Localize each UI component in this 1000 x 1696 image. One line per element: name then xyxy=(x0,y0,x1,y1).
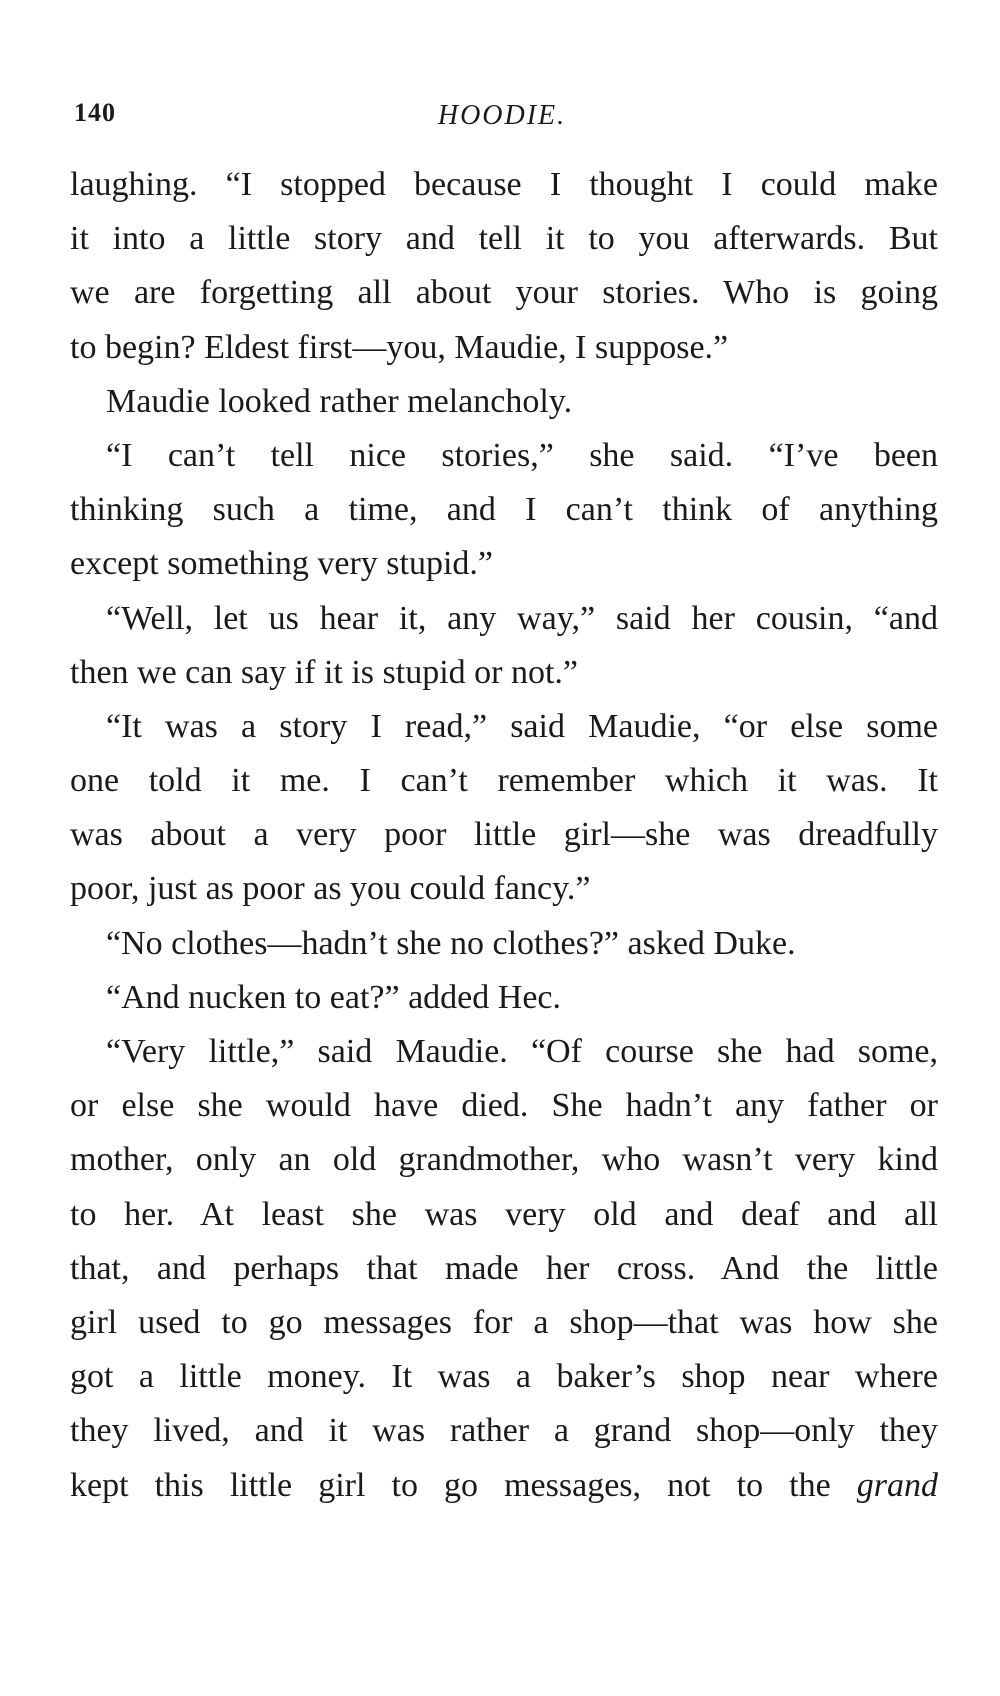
text-line xyxy=(70,700,938,754)
text-line-content: to her. At least she was very old and deaf and all xyxy=(70,1195,938,1233)
page-number: 140 xyxy=(74,98,116,127)
text-line-content: kept this little girl to go messages, not to the xyxy=(70,1466,831,1504)
text-line xyxy=(70,1350,938,1404)
text-line xyxy=(70,646,938,700)
text-line xyxy=(70,158,938,212)
text-line-content: then we can say if it is stupid or not.” xyxy=(70,653,579,691)
text-line xyxy=(70,537,938,591)
text-line-content: poor, just as poor as you could fancy.” xyxy=(70,870,591,908)
text-line-content: to begin? Eldest first—you, Maudie, I suppose.” xyxy=(70,328,729,366)
text-line xyxy=(70,429,938,483)
text-line xyxy=(70,1296,938,1350)
text-line-content: “Well, let us hear it, any way,” said her cousin, “and xyxy=(106,599,938,637)
text-line-content: “And nucken to eat?” added Hec. xyxy=(106,978,561,1016)
italic-word: grand xyxy=(856,1466,938,1504)
text-line xyxy=(70,754,938,808)
text-line-content: laughing. “I stopped because I thought I could make xyxy=(70,166,938,203)
text-line xyxy=(70,212,938,266)
text-line-content: girl used to go messages for a shop—that was how she xyxy=(70,1303,938,1341)
text-line xyxy=(70,1188,938,1242)
text-line-content: it into a little story and tell it to you afterwards. But xyxy=(70,220,938,258)
text-line xyxy=(70,917,938,971)
text-line xyxy=(70,862,938,916)
text-line xyxy=(70,321,938,375)
text-line-content: or else she would have died. She hadn’t any father or xyxy=(70,1087,938,1125)
text-line-content: Maudie looked rather melancholy. xyxy=(106,382,573,420)
page-body-text xyxy=(70,158,938,1513)
text-line xyxy=(70,971,938,1025)
text-line-content: thinking such a time, and I can’t think of anything xyxy=(70,491,938,529)
text-line-content: except something very stupid.” xyxy=(70,545,494,583)
text-line xyxy=(70,266,938,320)
text-line-content: “I can’t tell nice stories,” she said. “I’ve been xyxy=(106,436,938,474)
text-line-content: they lived, and it was rather a grand shop—only they xyxy=(70,1412,938,1450)
text-line xyxy=(70,483,938,537)
text-line-content: “Very little,” said Maudie. “Of course she had some, xyxy=(106,1033,938,1070)
text-line-content: mother, only an old grandmother, who wasn’t very kind xyxy=(70,1141,938,1179)
text-line-content: one told it me. I can’t remember which it was. It xyxy=(70,762,938,800)
text-line xyxy=(70,592,938,646)
text-line-content: “It was a story I read,” said Maudie, “or else some xyxy=(106,707,938,745)
text-line xyxy=(70,1133,938,1187)
text-line xyxy=(70,1025,938,1079)
text-line-content: we are forgetting all about your stories. Who is going xyxy=(70,274,938,312)
text-line xyxy=(70,1459,938,1513)
text-line-content: got a little money. It was a baker’s shop near where xyxy=(70,1358,938,1396)
text-line-content: “No clothes—hadn’t she no clothes?” asked Duke. xyxy=(106,924,796,962)
text-line-content: was about a very poor little girl—she was dreadfully xyxy=(70,816,938,854)
text-line xyxy=(70,375,938,429)
text-line xyxy=(70,808,938,862)
text-line xyxy=(70,1404,938,1458)
text-line-content: that, and perhaps that made her cross. And the little xyxy=(70,1249,938,1287)
page-header xyxy=(74,88,930,138)
text-line xyxy=(70,1242,938,1296)
running-title: HOODIE. xyxy=(437,100,567,131)
text-line xyxy=(70,1079,938,1133)
